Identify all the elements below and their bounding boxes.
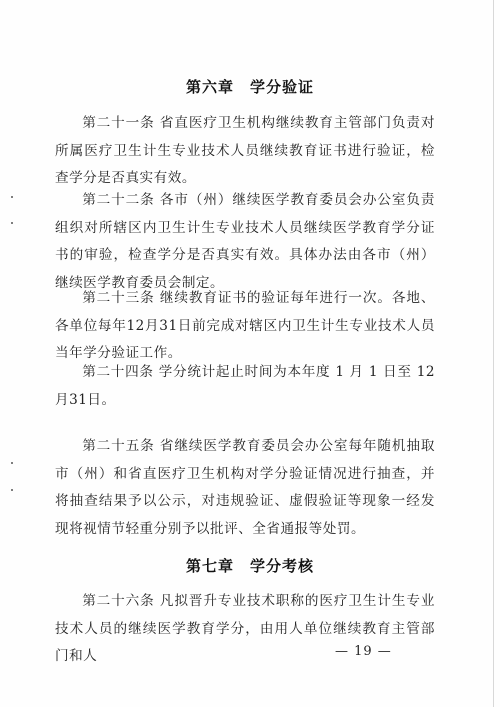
scan-speck [11,222,13,224]
article-22: 第二十二条 各市（州）继续医学教育委员会办公室负责组织对所辖区内卫生计生专业技术人员继续医学教育学分证书的审验，检查学分是否真实有效。具体办法由各市（州）继续医学教育委员会制定。 [55,192,435,291]
article-26: 第二十六条 凡拟晋升专业技术职称的医疗卫生计生专业技术人员的继续医学教育学分，由用人单位继续教育主管部门和人 [55,593,435,664]
page-edge [493,0,494,707]
chapter-seven-heading: 第七章 学分考核 [185,557,314,576]
scan-speck [11,489,13,491]
article-23: 第二十三条 继续教育证书的验证每年进行一次。各地、各单位每年12月31日前完成对辖区内卫生计生专业技术人员当年学分验证工作。 [55,290,435,361]
scan-speck [11,462,13,464]
scan-speck [11,196,13,198]
chapter-six-heading: 第六章 学分验证 [185,78,314,97]
article-21: 第二十一条 省直医疗卫生机构继续教育主管部门负责对所属医疗卫生计生专业技术人员继续教育证书进行验证，检查学分是否真实有效。 [55,115,435,186]
article-24: 第二十四条 学分统计起止时间为本年度 1 月 1 日至 12 月31日。 [55,364,435,408]
article-25: 第二十五条 省继续医学教育委员会办公室每年随机抽取市（州）和省直医疗卫生机构对学分验证情况进行抽查，并将抽查结果予以公示，对违规验证、虚假验证等现象一经发现将视情节轻重分别予以批评、全省通报等处罚。 [55,438,435,537]
page-number: — 19 — [335,644,392,659]
